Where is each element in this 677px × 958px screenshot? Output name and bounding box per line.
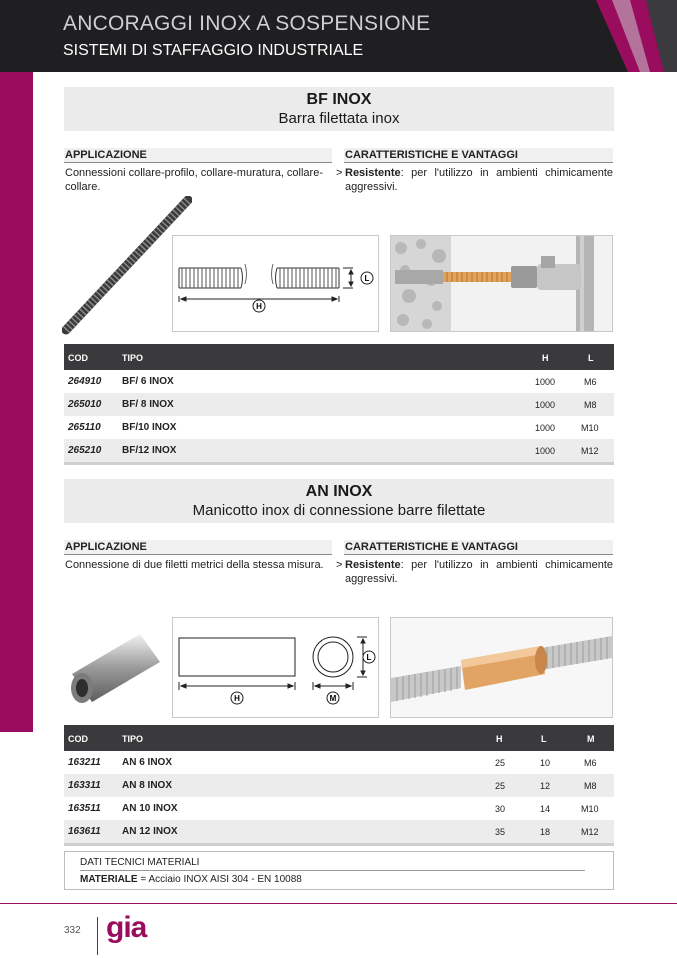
table-row: 163311 AN 8 INOX 25 12 M8 [64, 774, 614, 797]
bf-inox-table [64, 344, 614, 465]
product-title-box [64, 87, 614, 131]
rod-application-photo [390, 235, 613, 332]
col-cod: COD [68, 353, 88, 363]
col-h: H [496, 734, 503, 744]
header-subtitle: SISTEMI DI STAFFAGGIO INDUSTRIALE [63, 42, 364, 59]
table-row: 163611 AN 12 INOX 35 18 M12 [64, 820, 614, 843]
threaded-rod-drawing [172, 235, 379, 332]
coupler-drawing [172, 617, 379, 718]
dim-h-label: H [256, 302, 262, 311]
table-row: 265010 BF/ 8 INOX 1000 M8 [64, 393, 614, 416]
product-title: BF INOX [306, 91, 372, 108]
col-tipo: TIPO [122, 734, 144, 744]
brand-logo: gia [106, 911, 147, 944]
product-subtitle: Barra filettata inox [278, 110, 400, 127]
table-row: 264910 BF/ 6 INOX 1000 M6 [68, 376, 597, 387]
feature-bold: Resistente [345, 559, 401, 571]
materials-value [80, 874, 302, 885]
feature-text [336, 166, 613, 194]
table-row: 163211 AN 6 INOX 25 10 M6 [68, 757, 597, 768]
an-inox-table [64, 725, 614, 846]
col-tipo: TIPO [122, 353, 144, 363]
coupler-nut-photo [64, 626, 164, 710]
applicazione-heading: APPLICAZIONE [64, 148, 332, 163]
bullet-arrow-icon: > [336, 559, 343, 571]
header-title: ANCORAGGI INOX A SOSPENSIONE [63, 12, 431, 35]
page-number: 332 [64, 925, 81, 936]
dim-h-label: H [234, 694, 240, 703]
product-title-box [64, 479, 614, 523]
table-header [64, 725, 614, 751]
applicazione-text: Connessione di due filetti metrici della stessa misura. [65, 559, 324, 571]
product-title: AN INOX [305, 483, 373, 500]
caratteristiche-heading: CARATTERISTICHE E VANTAGGI [344, 148, 613, 163]
footer-rule [0, 903, 677, 904]
materials-heading: DATI TECNICI MATERIALI [80, 857, 585, 871]
dim-l-label: L [366, 653, 372, 662]
applicazione-heading: APPLICAZIONE [64, 540, 332, 555]
table-row: 163511 AN 10 INOX 30 14 M10 [68, 803, 599, 814]
col-cod: COD [68, 734, 88, 744]
left-accent-bar [0, 72, 33, 732]
bullet-arrow-icon: > [336, 167, 343, 179]
col-l: L [541, 734, 547, 744]
feature-desc: : per l'utilizzo in ambienti chimicamente aggressivi. [345, 167, 613, 193]
table-header [64, 344, 614, 370]
dim-m-label: M [329, 694, 337, 703]
header-decoration [0, 0, 677, 72]
footer-separator [97, 917, 98, 955]
page-header [0, 0, 677, 72]
applicazione-text: Connessioni collare-profilo, collare-muratura, collare-collare. [65, 167, 323, 193]
dim-l-label: L [364, 274, 370, 283]
col-l: L [588, 353, 594, 363]
table-row: 265110 BF/10 INOX 1000 M10 [68, 422, 599, 433]
col-h: H [542, 353, 549, 363]
feature-text [336, 558, 613, 586]
col-m: M [587, 734, 595, 744]
materials-spec: = Acciaio INOX AISI 304 - EN 10088 [137, 874, 302, 885]
feature-bold: Resistente [345, 167, 401, 179]
product-subtitle: Manicotto inox di connessione barre filettate [192, 502, 486, 519]
materials-box [64, 851, 614, 890]
table-bottom-rule [64, 462, 614, 465]
table-bottom-rule [64, 843, 614, 846]
table-row: 265210 BF/12 INOX 1000 M12 [64, 439, 614, 462]
materials-label: MATERIALE [80, 874, 138, 885]
coupler-application-photo [390, 617, 613, 718]
caratteristiche-heading: CARATTERISTICHE E VANTAGGI [344, 540, 613, 555]
feature-desc: : per l'utilizzo in ambienti chimicamente aggressivi. [345, 559, 613, 585]
